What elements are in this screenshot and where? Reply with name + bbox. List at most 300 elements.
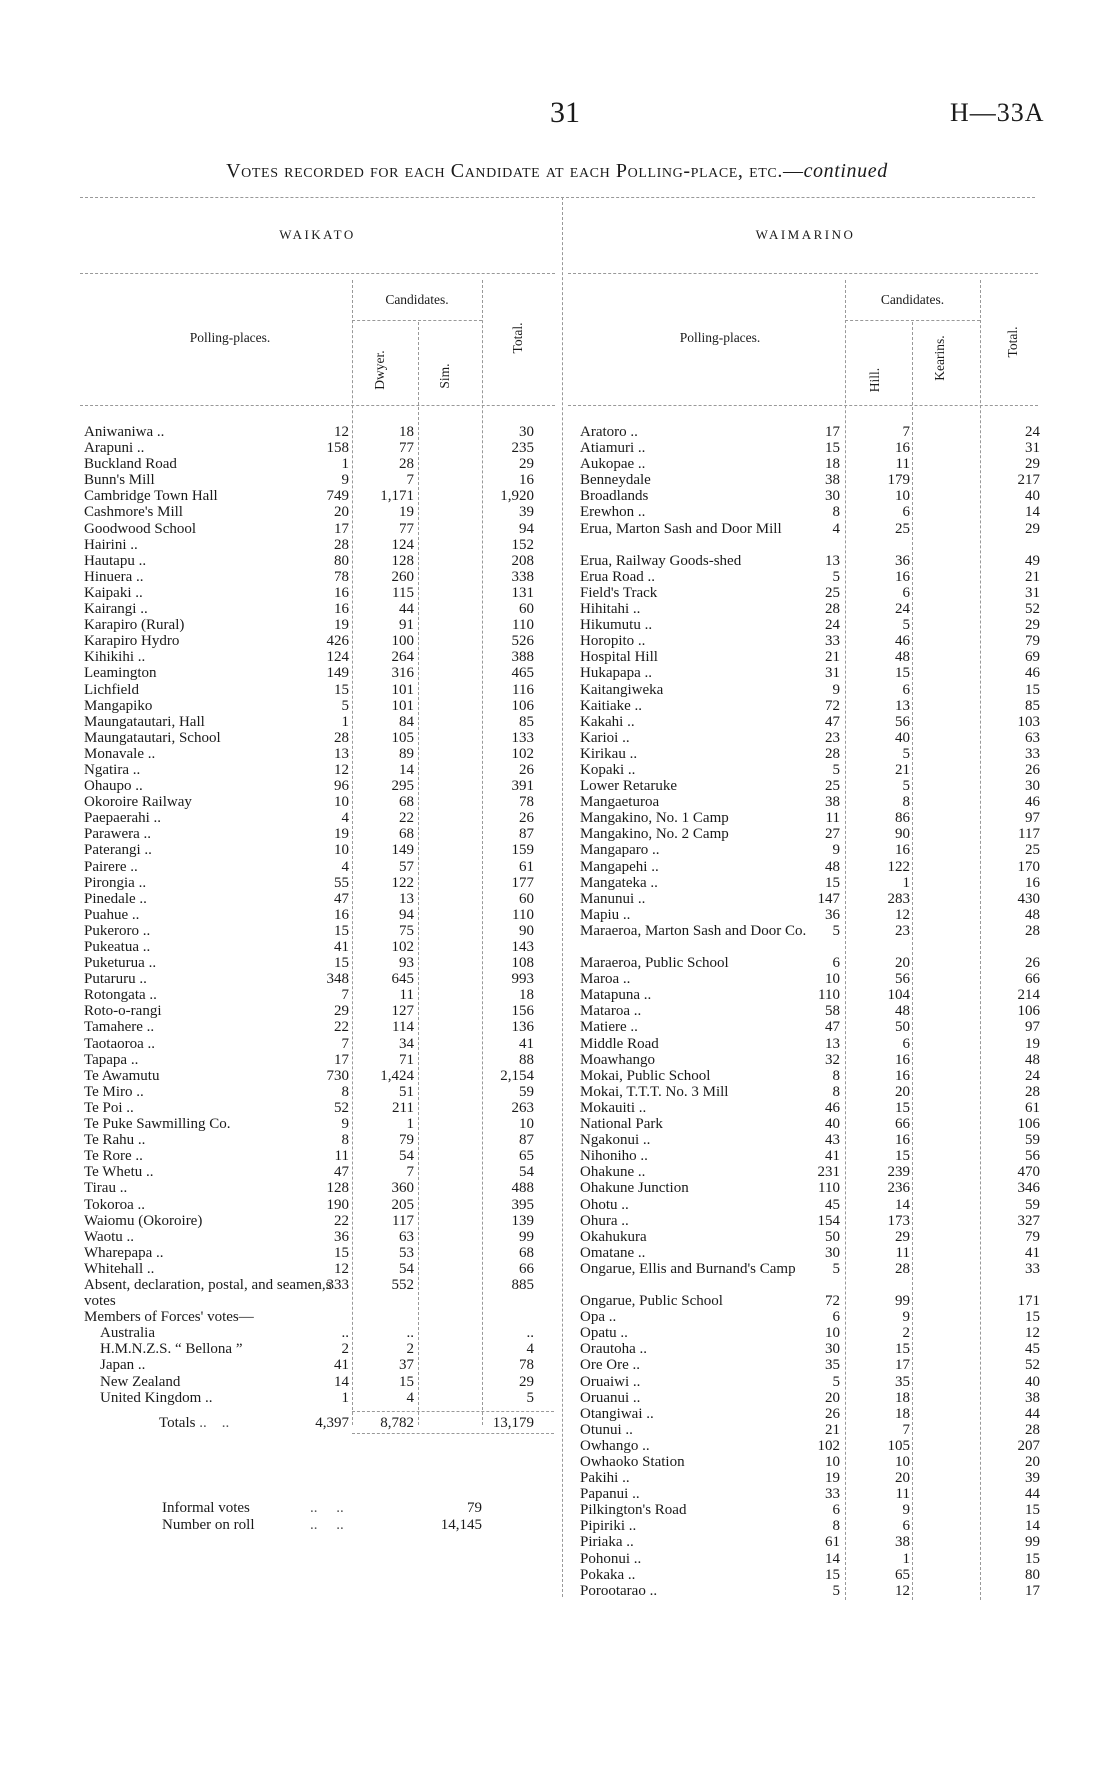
total-votes: 10 [519,1116,534,1133]
right-col-total-header: Total. [1005,326,1020,358]
total-votes: 108 [511,955,534,972]
total-votes: 60 [519,890,534,907]
table-row [84,907,554,923]
table-row [84,1052,554,1068]
total-votes: 79 [1025,633,1040,650]
total-votes: 103 [1017,713,1040,730]
candidate-1-votes: 38 [825,472,840,489]
total-votes: 31 [1025,584,1040,601]
table-row [580,521,1050,553]
table-row [84,553,554,569]
candidate-1-votes: 2 [341,1341,349,1358]
candidate-1-votes: 19 [334,617,349,634]
candidate-1-votes: 5 [832,1373,840,1390]
polling-place: Members of Forces' votes— [84,1309,254,1326]
totals-sim: 8,782 [380,1415,414,1431]
table-row [84,440,554,456]
polling-place: Ohura .. [580,1212,629,1229]
candidate-1-votes: 124 [326,649,349,666]
table-row [580,1229,1050,1245]
electorate-name-right: WAIMARINO [755,227,856,242]
candidate-1-votes: 35 [825,1357,840,1374]
total-votes: 131 [511,584,534,601]
table-row [84,682,554,698]
total-votes: 207 [1017,1437,1040,1454]
total-votes: 87 [519,1132,534,1149]
table-row [580,1164,1050,1180]
table-row [84,1116,554,1132]
candidate-1-votes: 21 [825,649,840,666]
candidate-2-votes: 7 [406,472,414,489]
candidate-2-votes: .. [406,1325,414,1342]
total-votes: 5 [526,1389,534,1406]
candidate-2-votes: 24 [895,601,910,618]
polling-place: Tokoroa .. [84,1196,146,1213]
polling-place: Kihikihi .. [84,649,146,666]
candidate-2-votes: 15 [895,1099,910,1116]
polling-place: Ohaupo .. [84,778,143,795]
total-votes: 78 [519,1357,534,1374]
candidate-1-votes: 15 [334,681,349,698]
total-votes: 26 [519,810,534,827]
polling-place: Pukeatua .. [84,939,151,955]
candidate-2-votes: 105 [391,729,414,746]
polling-place: Erua, Marton Sash and Door Mill [580,520,782,537]
candidate-1-votes: 6 [832,955,840,972]
table-row [580,440,1050,456]
polling-place: Ohakune .. [580,1164,646,1181]
left-header-bottom-rule [80,405,555,406]
candidate-1-votes: 48 [825,858,840,875]
candidate-2-votes: 99 [895,1293,910,1310]
total-votes: 18 [519,987,534,1004]
candidate-1-votes: 55 [334,874,349,891]
polling-place: Pakihi .. [580,1470,630,1487]
polling-place: Tamahere .. [84,1019,155,1036]
polling-place: Mokauiti .. [580,1099,647,1116]
candidate-1-votes: 14 [825,1550,840,1567]
candidate-1-votes: 147 [817,890,840,907]
total-votes: 136 [511,1019,534,1036]
table-row [84,1084,554,1100]
polling-place: Kopaki .. [580,761,636,778]
candidate-1-votes: 24 [825,617,840,634]
polling-place: Pairere .. [84,858,138,875]
table-row [84,1374,554,1390]
table-row [580,923,1050,955]
candidate-2-votes: 316 [391,665,414,682]
candidate-2-votes: 9 [902,1309,910,1326]
candidate-2-votes: 173 [887,1212,910,1229]
total-votes: 80 [1025,1566,1040,1583]
total-votes: 59 [1025,1132,1040,1149]
candidate-2-votes: 56 [895,713,910,730]
candidate-2-votes: 114 [392,1019,414,1036]
candidate-1-votes: 15 [334,922,349,939]
table-row [84,1309,554,1325]
table-row [580,1374,1050,1390]
table-row [84,923,554,939]
candidate-1-votes: 21 [825,1421,840,1438]
candidate-2-votes: 105 [887,1437,910,1454]
left-candidate-2-header: Sim. [437,363,452,389]
candidate-2-votes: 122 [391,874,414,891]
table-row [580,1438,1050,1454]
informal-votes-value: 79 [467,1500,482,1516]
table-row [580,1341,1050,1357]
polling-place: Maungatautari, School [84,729,221,746]
table-row [84,955,554,971]
table-row [84,939,554,955]
table-row [84,778,554,794]
candidate-2-votes: 20 [895,955,910,972]
polling-place: Te Miro .. [84,1083,144,1100]
total-votes: 139 [511,1212,534,1229]
table-row [84,537,554,553]
table-row [580,553,1050,569]
candidate-1-votes: 41 [334,1357,349,1374]
total-votes: 15 [1025,1550,1040,1567]
candidate-1-votes: 25 [825,584,840,601]
candidate-2-votes: 7 [902,424,910,440]
polling-place: Mangakino, No. 1 Camp [580,810,729,827]
total-votes: 885 [511,1276,534,1293]
total-votes: 152 [511,536,534,553]
table-row [84,1213,554,1229]
candidate-2-votes: 5 [902,617,910,634]
table-row [580,1293,1050,1309]
table-row [84,1036,554,1052]
polling-place: Aniwaniwa .. [84,424,165,440]
candidate-1-votes: 6 [832,1502,840,1519]
candidate-1-votes: 36 [334,1228,349,1245]
table-row [580,826,1050,842]
table-row [580,987,1050,1003]
table-row [84,842,554,858]
total-votes: 470 [1017,1164,1040,1181]
candidate-1-votes: 102 [817,1437,840,1454]
total-votes: 46 [1025,665,1040,682]
table-row [84,971,554,987]
polling-place: Buckland Road [84,456,177,473]
candidate-1-votes: 47 [825,1019,840,1036]
total-votes: 40 [1025,1373,1040,1390]
total-votes: 208 [511,552,534,569]
candidate-1-votes: 26 [825,1405,840,1422]
candidate-2-votes: 46 [895,633,910,650]
totals-total: 13,179 [492,1415,534,1431]
total-votes: 63 [1025,729,1040,746]
candidate-2-votes: 91 [399,617,414,634]
total-votes: 159 [511,842,534,859]
candidate-1-votes: 30 [825,488,840,505]
candidate-2-votes: 28 [399,456,414,473]
candidate-2-votes: 645 [391,971,414,988]
table-row [580,649,1050,665]
candidate-2-votes: 15 [399,1373,414,1390]
candidate-2-votes: 6 [902,504,910,521]
candidate-2-votes: 15 [895,1148,910,1165]
candidate-2-votes: 236 [887,1180,910,1197]
candidate-1-votes: 15 [825,1566,840,1583]
total-votes: 26 [1025,955,1040,972]
candidate-1-votes: 17 [825,424,840,440]
total-votes: 52 [1025,1357,1040,1374]
polling-place: Goodwood School [84,520,197,537]
candidate-2-votes: 239 [887,1164,910,1181]
table-row [580,1100,1050,1116]
candidate-2-votes: 101 [391,681,414,698]
candidate-1-votes: 58 [825,1003,840,1020]
candidate-2-votes: 5 [902,745,910,762]
polling-place: Te Awamutu [84,1067,160,1084]
candidate-1-votes: 23 [825,729,840,746]
candidate-1-votes: 12 [334,761,349,778]
polling-place: Karapiro (Rural) [84,617,185,634]
candidate-1-votes: 8 [832,504,840,521]
candidate-1-votes: 5 [341,697,349,714]
candidate-2-votes: 84 [399,713,414,730]
candidate-2-votes: 22 [399,810,414,827]
total-votes: 25 [1025,842,1040,859]
total-votes: 395 [511,1196,534,1213]
total-votes: 44 [1025,1405,1040,1422]
table-row [84,1390,554,1406]
total-votes: 40 [1025,488,1040,505]
total-votes: 526 [511,633,534,650]
candidate-1-votes: 25 [825,778,840,795]
table-row [84,665,554,681]
polling-place: Te Rore .. [84,1148,143,1165]
table-row [84,472,554,488]
polling-place: New Zealand [100,1373,181,1390]
candidate-2-votes: 127 [391,1003,414,1020]
candidate-2-votes: 34 [399,1035,414,1052]
polling-place: Kairangi .. [84,601,148,618]
table-row [84,1164,554,1180]
polling-place: Ore Ore .. [580,1357,640,1374]
total-votes: 29 [519,456,534,473]
polling-place: Orautoha .. [580,1341,648,1358]
candidate-2-votes: 101 [391,697,414,714]
polling-place: Puahue .. [84,906,140,923]
polling-place: Wharepapa .. [84,1244,164,1261]
polling-place: Paepaerahi .. [84,810,162,827]
table-row [580,1325,1050,1341]
total-votes: 30 [519,424,534,440]
candidate-1-votes: 33 [825,633,840,650]
candidate-2-votes: 68 [399,794,414,811]
candidate-2-votes: 20 [895,1470,910,1487]
polling-place: Erua Road .. [580,568,655,585]
table-row [84,1341,554,1357]
polling-place: Te Rahu .. [84,1132,146,1149]
polling-place: Ongarue, Ellis and Burnand's Camp [580,1260,796,1277]
candidate-1-votes: 10 [825,971,840,988]
candidate-2-votes: 6 [902,1035,910,1052]
candidate-2-votes: 38 [895,1534,910,1551]
candidate-1-votes: 8 [832,1067,840,1084]
polling-place: Horopito .. [580,633,646,650]
total-votes: 39 [519,504,534,521]
polling-place: Oruanui .. [580,1389,641,1406]
candidate-2-votes: 128 [391,552,414,569]
table-row [84,569,554,585]
candidate-2-votes: 68 [399,826,414,843]
right-candidates-rule [845,320,980,321]
polling-place: Absent, declaration, postal, and seamen,s votes [84,1276,332,1310]
candidate-1-votes: 9 [832,681,840,698]
candidate-2-votes: 48 [895,1003,910,1020]
polling-place: Tirau .. [84,1180,128,1197]
total-votes: 97 [1025,1019,1040,1036]
candidate-2-votes: 57 [399,858,414,875]
polling-place: Putaruru .. [84,971,147,988]
candidate-1-votes: 110 [818,987,840,1004]
polling-place: Hikumutu .. [580,617,653,634]
candidate-1-votes: 333 [326,1276,349,1293]
table-row [84,601,554,617]
candidate-1-votes: 13 [825,552,840,569]
candidate-1-votes: 19 [334,826,349,843]
candidate-1-votes: 20 [825,1389,840,1406]
total-votes: 33 [1025,1260,1040,1277]
table-row [580,1245,1050,1261]
totals-dwyer: 4,397 [315,1415,349,1431]
candidate-1-votes: 4 [832,520,840,537]
table-row [580,1213,1050,1229]
total-votes: 61 [1025,1099,1040,1116]
table-row [580,601,1050,617]
total-votes: 29 [1025,617,1040,634]
table-row [84,1180,554,1196]
table-row [580,456,1050,472]
candidate-1-votes: 20 [334,504,349,521]
candidate-1-votes: 749 [326,488,349,505]
total-votes: 33 [1025,745,1040,762]
total-votes: 26 [519,761,534,778]
polling-place: Arapuni .. [84,440,145,457]
candidate-1-votes: 17 [334,520,349,537]
right-col-place-header: Polling-places. [679,330,761,345]
right-candidate-2-header: Kearins. [932,335,947,381]
polling-place: Papanui .. [580,1486,640,1503]
total-votes: 15 [1025,1309,1040,1326]
total-votes: .. [526,1325,534,1342]
polling-place: Mangapiko [84,697,153,714]
candidate-1-votes: 5 [832,1260,840,1277]
candidate-2-votes: 56 [895,971,910,988]
polling-place: Opatu .. [580,1325,628,1342]
polling-place: Ohotu .. [580,1196,629,1213]
total-votes: 94 [519,520,534,537]
left-header-top-rule [80,273,555,274]
document-reference: H—33A [950,98,1045,127]
candidate-2-votes: 25 [895,520,910,537]
table-row [84,891,554,907]
candidate-1-votes: 110 [818,1180,840,1197]
candidate-2-votes: 65 [895,1566,910,1583]
candidate-2-votes: 13 [399,890,414,907]
total-votes: 12 [1025,1325,1040,1342]
candidate-2-votes: 295 [391,778,414,795]
candidate-2-votes: 89 [399,745,414,762]
table-row [84,585,554,601]
polling-place: Broadlands [580,488,649,505]
polling-place: Okahukura [580,1228,647,1245]
polling-place: Benneydale [580,472,651,489]
table-row [84,456,554,472]
polling-place: Kakahi .. [580,713,635,730]
table-row [580,971,1050,987]
candidate-1-votes: 190 [326,1196,349,1213]
total-votes: 28 [1025,922,1040,939]
polling-place: Aratoro .. [580,424,638,440]
table-row [84,1325,554,1341]
candidate-1-votes: 7 [341,987,349,1004]
total-votes: 31 [1025,440,1040,457]
total-votes: 346 [1017,1180,1040,1197]
candidate-2-votes: 16 [895,440,910,457]
candidate-1-votes: 15 [334,1244,349,1261]
candidate-1-votes: 11 [334,1148,349,1165]
polling-place: Pilkington's Road [580,1502,687,1519]
candidate-1-votes: 16 [334,584,349,601]
polling-place: Mangapehi .. [580,858,659,875]
table-row [580,1148,1050,1164]
candidate-1-votes: 6 [832,1309,840,1326]
table-row [580,1019,1050,1035]
informal-votes: Informal votes .. .. 79 [162,1500,482,1516]
table-row [580,810,1050,826]
title-rule [80,197,1035,198]
waikato-table [84,424,554,1406]
polling-place: Kaitangiweka [580,681,664,698]
candidate-1-votes: 348 [326,971,349,988]
candidate-2-votes: 122 [887,858,910,875]
candidate-2-votes: 2 [406,1341,414,1358]
right-header-top-rule [568,273,1038,274]
table-row [84,1019,554,1035]
candidate-1-votes: 47 [334,1164,349,1181]
table-row [580,504,1050,520]
candidate-2-votes: 66 [895,1116,910,1133]
number-on-roll-label: Number on roll [162,1517,255,1533]
candidate-2-votes: 11 [399,987,414,1004]
candidate-2-votes: 93 [399,955,414,972]
candidate-1-votes: 10 [825,1325,840,1342]
table-row [84,1245,554,1261]
number-on-roll-value: 14,145 [440,1517,482,1533]
total-votes: 15 [1025,1502,1040,1519]
candidate-1-votes: 29 [334,1003,349,1020]
candidate-2-votes: 102 [391,939,414,955]
polling-place: Pokaka .. [580,1566,636,1583]
polling-place: Ngatira .. [84,761,141,778]
polling-place: Te Puke Sawmilling Co. [84,1116,231,1133]
table-row [580,1357,1050,1373]
candidate-1-votes: 9 [341,1116,349,1133]
candidate-2-votes: 14 [895,1196,910,1213]
polling-place: Kaitiake .. [580,697,643,714]
candidate-1-votes: 38 [825,794,840,811]
total-votes: 85 [519,713,534,730]
table-row [580,1116,1050,1132]
total-votes: 30 [1025,778,1040,795]
total-votes: 116 [512,681,534,698]
candidate-1-votes: 41 [825,1148,840,1165]
candidate-2-votes: 7 [902,1421,910,1438]
